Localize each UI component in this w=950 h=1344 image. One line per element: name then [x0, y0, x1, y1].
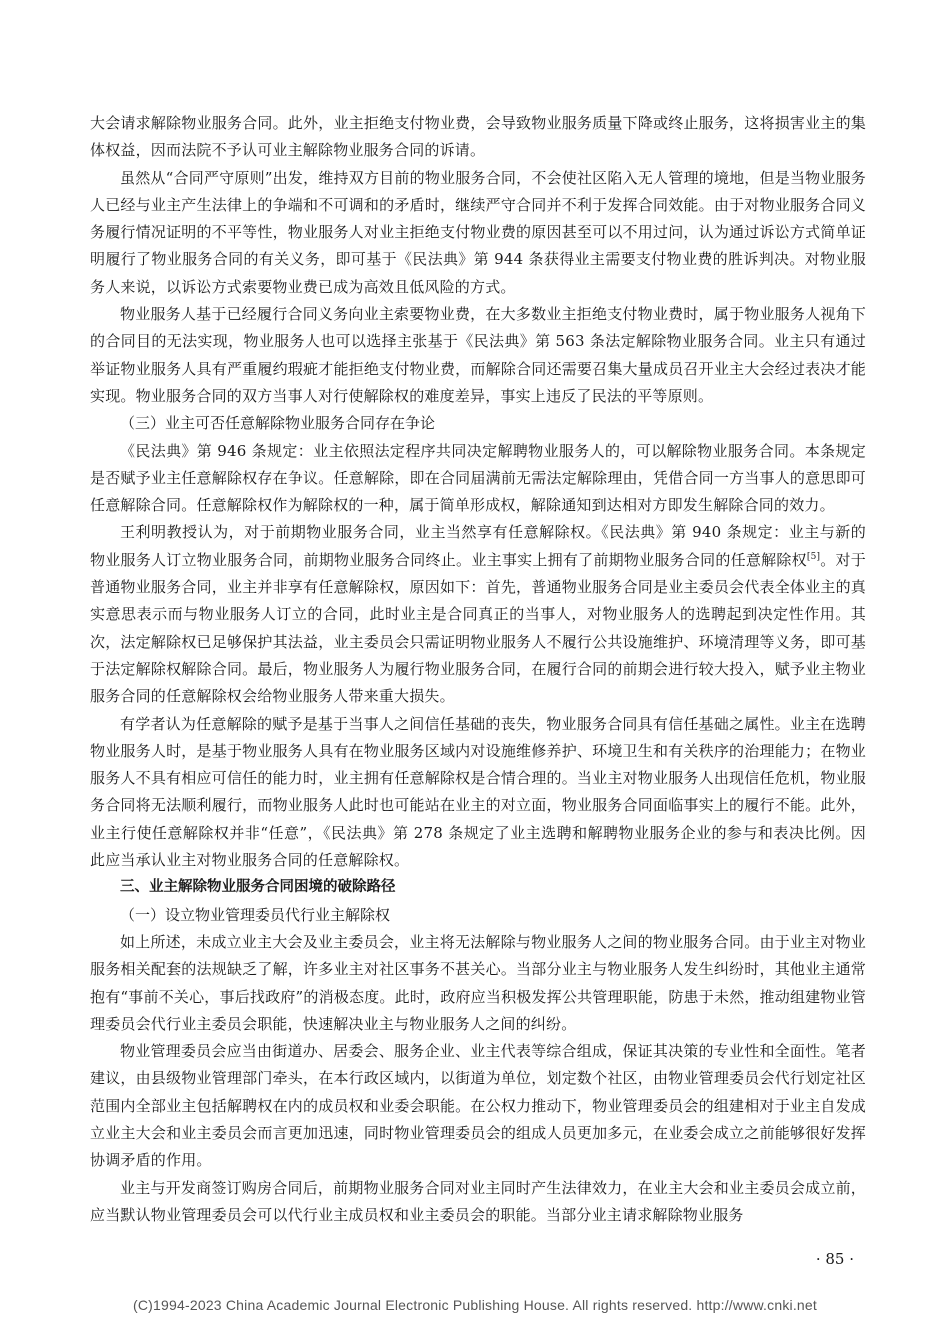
paragraph-committee-composition: 物业管理委员会应当由街道办、居委会、服务企业、业主代表等综合组成，保证其决策的专业性和全面性。笔者建议，由县级物业管理部门牵头，在本行政区域内，以街道为单位，划定数个社区，由物业管理委员会代行划定社区范围内全部业主包括解聘权在内的成员权和业委会职能。在公权力推动下，物业管理委员会的组建相对于业主自发成立业主大会和业主委员会而言更加迅速，同时物业管理委员会的组成人员更加多元，在业委会成立之前能够很好发挥协调矛盾的作用。	[90, 1042, 866, 1170]
section-heading-3: 三、业主解除物业服务合同困境的破除路径	[120, 879, 396, 896]
paragraph-purchase-contract: 业主与开发商签订购房合同后，前期物业服务合同对业主同时产生法律效力，在业主大会和业主委员会成立前，应当默认物业管理委员会可以代行业主成员权和业主委员会的职能。当部分业主请求解除物业服务	[90, 1178, 866, 1224]
paragraph-as-mentioned: 如上所述，未成立业主大会及业主委员会，业主将无法解除与物业服务人之间的物业服务合同。由于业主对物业服务相关配套的法规缺乏了解，许多业主对社区事务不甚关心。当部分业主与物业服务人发生纠纷时，其他业主通常抱有“事前不关心，事后找政府”的消极态度。此时，政府应当积极发挥公共管理职能，防患于未然，推动组建物业管理委员会代行业主委员会职能，快速解决业主与物业服务人之间的纠纷。	[90, 932, 866, 1033]
paragraph-trust-basis: 有学者认为任意解除的赋予是基于当事人之间信任基础的丧失，物业服务合同具有信任基础之属性。业主在选聘物业服务人时，是基于物业服务人具有在物业服务区域内对设施维修养护、环境卫生和有关秩序的治理能力；在物业服务人不具有相应可信任的能力时，业主拥有任意解除权是合情合理的。当业主对物业服务人出现信任危机，物业服务合同将无法顺利履行，而物业服务人此时也可能站在业主的对立面，物业服务合同面临事实上的履行不能。此外，业主行使任意解除权并非“任意”，《民法典》第 278 条规定了业主选聘和解聘物业服务企业的参与和表决比例。因此应当承认业主对物业服务合同的任意解除权。	[90, 714, 866, 870]
paragraph-wang-liming	[90, 519, 866, 710]
citation-reference: [5]	[806, 551, 821, 562]
paragraph-text: 。对于普通物业服务合同，业主并非享有任意解除权，原因如下：首先，普通物业服务合同是业主委员会代表全体业主的真实意思表示而与物业服务人订立的合同，此时业主是合同真正的当事人，对物业服务人的选聘起到决定性作用。其次，法定解除权已足够保护其法益，业主委员会只需证明物业服务人不履行公共设施维护、环境清理等义务，即可基于法定解除权解除合同。最后，物业服务人为履行物业服务合同，在履行合同的前期会进行较大投入，赋予业主物业服务合同的任意解除权会给物业服务人带来重大损失。	[90, 550, 866, 706]
paragraph-statutory-termination: 物业服务人基于已经履行合同义务向业主索要物业费，在大多数业主拒绝支付物业费时，属于物业服务人视角下的合同目的无法实现，物业服务人也可以选择主张基于《民法典》第 563 条法定解除物业服务合同。业主只有通过举证物业服务人具有严重履约瑕疵才能拒绝支付物业费，而解除合同还需要召集大量成员召开业主大会经过表决才能实现。物业服务合同的双方当事人对行使解除权的难度差异，事实上违反了民法的平等原则。	[90, 305, 866, 405]
paragraph-article-946: 《民法典》第 946 条规定：业主依照法定程序共同决定解聘物业服务人的，可以解除物业服务合同。本条规定是否赋予业主任意解除权存在争议。任意解除，即在合同届满前无需法定解除理由，凭借合同一方当事人的意思即可任意解除合同。任意解除权作为解除权的一种，属于简单形成权，解除通知到达相对方即发生解除合同的效力。	[90, 441, 866, 515]
subsection-heading-3: （三）业主可否任意解除物业服务合同存在争论	[120, 414, 436, 433]
paragraph-text: 王利明教授认为，对于前期物业服务合同，业主当然享有任意解除权。《民法典》第 940 条规定：业主与新的物业服务人订立物业服务合同，前期物业服务合同终止。业主事实上拥有了前期物业服务合同的任意解除权	[90, 523, 866, 569]
paragraph-contract-strict: 虽然从“合同严守原则”出发，维持双方目前的物业服务合同，不会使社区陷入无人管理的境地，但是当物业服务人已经与业主产生法律上的争端和不可调和的矛盾时，继续严守合同并不利于发挥合同效能。由于对物业服务合同义务履行情况证明的不平等性，物业服务人对业主拒绝支付物业费的原因甚至可以不用过问，认为通过诉讼方式简单证明履行了物业服务合同的有关义务，即可基于《民法典》第 944 条获得业主需要支付物业费的胜诉判决。对物业服务人来说，以诉讼方式索要物业费已成为高效且低风险的方式。	[90, 168, 866, 296]
paragraph-continued: 大会请求解除物业服务合同。此外，业主拒绝支付物业费，会导致物业服务质量下降或终止服务，这将损害业主的集体权益，因而法院不予认可业主解除物业服务合同的诉请。	[90, 114, 866, 160]
article-body	[90, 110, 866, 1229]
subsection-heading-1: （一）设立物业管理委员代行业主解除权	[120, 905, 391, 924]
page-number: · 85 ·	[815, 1250, 854, 1268]
copyright-footer: (C)1994-2023 China Academic Journal Electronic Publishing House. All rights reserved. http://www.cnki.net	[133, 1297, 817, 1313]
